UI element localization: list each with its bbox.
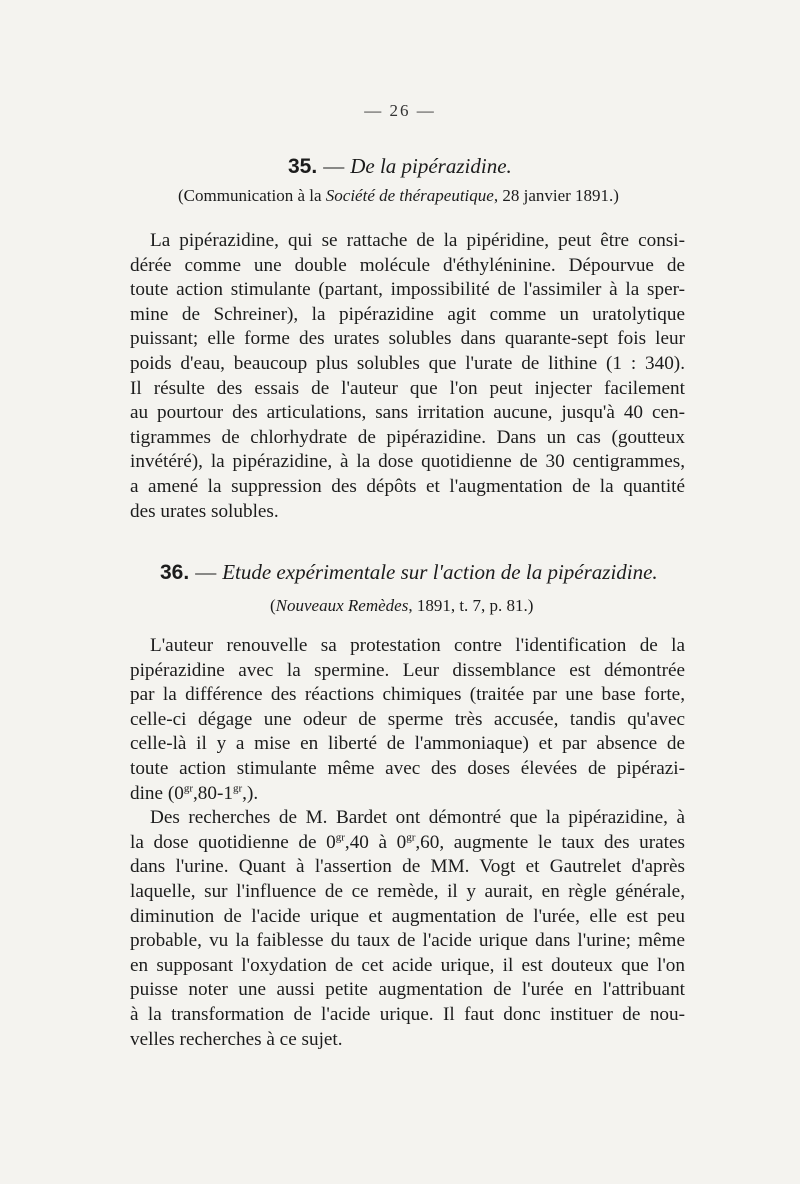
text-line: dans l'urine. Quant à l'assertion de MM. Vogt et Gautrelet d'après — [130, 856, 685, 878]
section-35 — [130, 152, 685, 524]
text-line: la dose quotidienne de $0^{gr},40$ à $0^{gr},60$, augmente le taux des urates — [130, 831, 685, 853]
text-line: a amené la suppression des dépôts et l'augmentation de la quantité — [130, 475, 685, 497]
section-source — [270, 593, 685, 619]
section-title: Etude expérimentale sur l'action de la pipérazidine. — [222, 560, 658, 584]
source-suffix: , 28 janvier 1891.) — [493, 186, 619, 205]
text-line: diminution de l'acide urique et augmentation de l'urée, elle est peu — [130, 905, 685, 927]
text-line: dine $(0^{gr},80-1^{gr},)$. — [130, 782, 259, 804]
text-line: probable, vu la faiblesse du taux de l'acide urique dans l'urine; même — [130, 930, 685, 952]
text-line: puisse noter une aussi petite augmentation de l'urée en l'attribuant — [130, 979, 685, 1001]
text-line: laquelle, sur l'influence de ce remède, il y aurait, en règle générale, — [130, 880, 685, 902]
gram-abbreviation: gr — [406, 831, 416, 844]
text-line: à la transformation de l'acide urique. Il faut donc instituer de nou- — [130, 1003, 685, 1025]
text-line: celle-ci dégage une odeur de sperme très accusée, tandis qu'avec — [130, 708, 685, 730]
text-line: pipérazidine avec la spermine. Leur dissemblance est démontrée — [130, 659, 685, 681]
text-line: mine de Schreiner), la pipérazidine agit comme un uratolytique — [130, 303, 685, 325]
text-line: par la différence des réactions chimiques (traitée par une base forte, — [130, 684, 685, 706]
gram-abbreviation: gr — [183, 782, 193, 795]
section-heading — [288, 152, 685, 181]
section-heading — [160, 558, 685, 587]
gram-abbreviation: gr — [335, 831, 345, 844]
section-number: 35. — [288, 155, 318, 178]
source-prefix: (Communication à la — [178, 186, 326, 205]
section-36 — [130, 558, 685, 1052]
heading-dash: — — [195, 560, 217, 584]
text-line: tigrammes de chlorhydrate de pipérazidine. Dans un cas (goutteux — [130, 426, 685, 448]
text-line: dérée comme une double molécule d'éthyléninine. Dépourvue de — [130, 254, 685, 276]
text-line: poids d'eau, beaucoup plus solubles que l'urate de lithine (1 : 340). — [130, 352, 685, 374]
gram-abbreviation: gr — [232, 782, 243, 795]
text-line: Des recherches de M. Bardet ont démontré que la pipérazidine, à — [150, 807, 685, 829]
source-prefix: ( — [270, 596, 276, 615]
text-line: des urates solubles. — [130, 500, 279, 522]
text-line: puissant; elle forme des urates solubles dans quarante-sept fois leur — [130, 328, 685, 350]
heading-dash: — — [323, 154, 345, 178]
text-line: L'auteur renouvelle sa protestation contre l'identification de la — [150, 635, 685, 656]
page-number: — 26 — — [364, 101, 436, 120]
text-line: celle-là il y a mise en liberté de l'ammoniaque) et par absence de — [130, 733, 685, 755]
text-line: Il résulte des essais de l'auteur que l'on peut injecter facilement — [130, 377, 685, 399]
source-journal: Nouveaux Remèdes — [275, 596, 409, 615]
paragraph — [130, 806, 685, 1052]
section-source — [178, 183, 685, 209]
section-number: 36. — [160, 561, 190, 584]
text-line: La pipérazidine, qui se rattache de la pipéridine, peut être consi- — [150, 230, 685, 251]
text-line: toute action stimulante même avec des doses élevées de pipérazi- — [130, 757, 685, 779]
source-suffix: , 1891, t. 7, p. 81.) — [408, 596, 534, 615]
text-line: toute action stimulante (partant, impossibilité de l'assimiler à la sper- — [130, 279, 685, 301]
section-title: De la pipérazidine. — [350, 154, 512, 178]
text-line: velles recherches à ce sujet. — [130, 1028, 343, 1050]
text-line: en supposant l'oxydation de cet acide urique, il est douteux que l'on — [130, 954, 685, 976]
source-journal: Société de thérapeutique — [325, 186, 494, 205]
text-line: au pourtour des articulations, sans irritation aucune, jusqu'à 40 cen- — [130, 402, 685, 424]
paragraph — [130, 634, 685, 806]
text-line: invétéré), la pipérazidine, à la dose quotidienne de 30 centigrammes, — [130, 451, 685, 473]
paragraph — [130, 229, 685, 524]
